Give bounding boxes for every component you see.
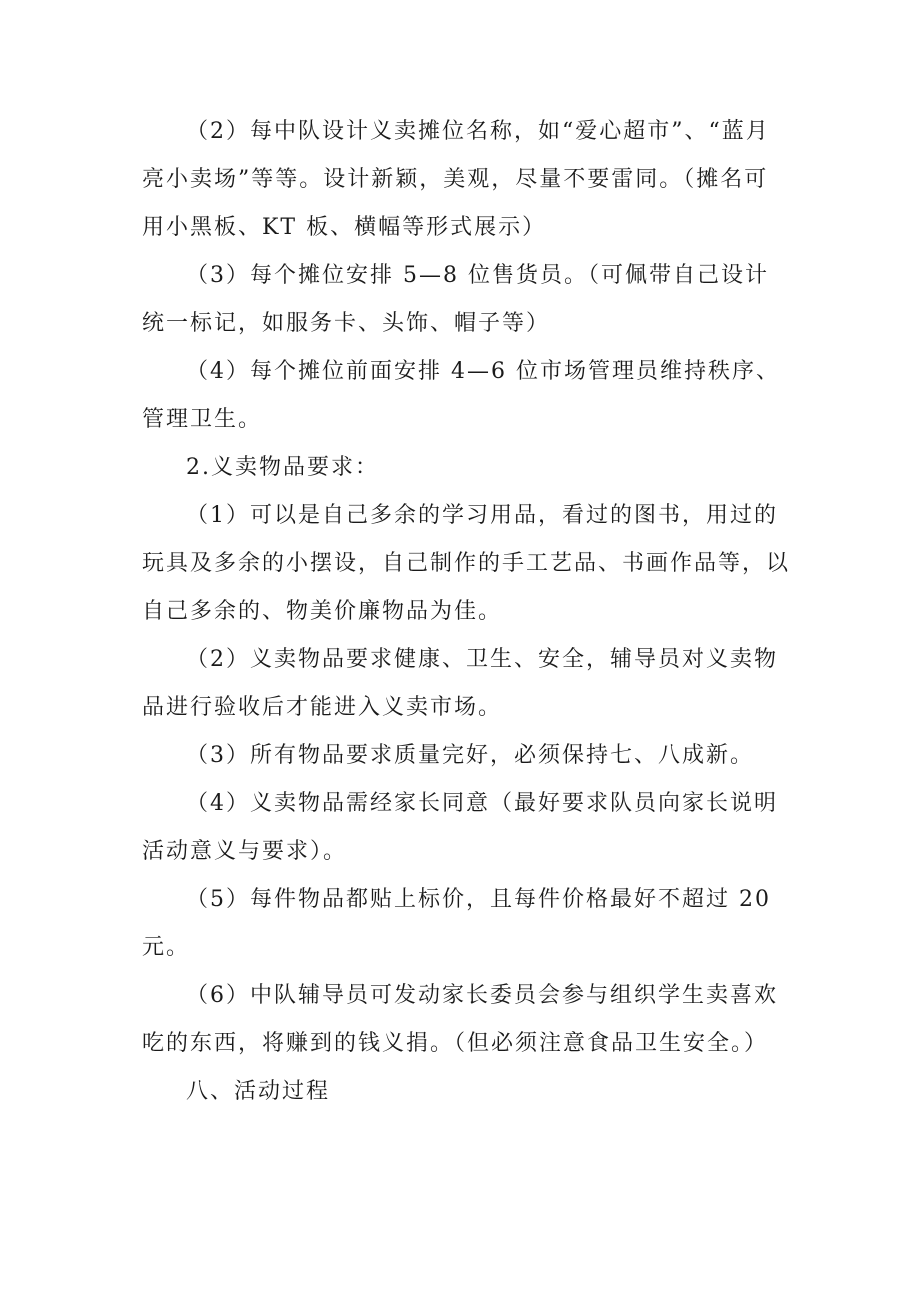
subheading-item-requirements: 2.义卖物品要求： [186,455,379,480]
paragraph-item-quality: （3）所有物品要求质量完好，必须保持七、八成新。 [186,743,754,768]
paragraph-item-types: （1）可以是自己多余的学习用品，看过的图书，用过的玩具及多余的小摆设，自己制作的手工艺品、书画作品等，以自己多余的、物美价廉物品为佳。 [142,503,791,624]
paragraph-parent-committee: （6）中队辅导员可发动家长委员会参与组织学生卖喜欢吃的东西，将赚到的钱义捐。（但必须注意食品卫生安全。） [142,983,778,1056]
paragraph-parent-consent: （4）义卖物品需经家长同意（最好要求队员向家长说明活动意义与要求）。 [142,791,778,864]
paragraph-price-tags: （5）每件物品都贴上标价，且每件价格最好不超过 20 元。 [142,887,771,960]
paragraph-stall-naming: （2）每中队设计义卖摊位名称，如“爱心超市”、“蓝月亮小卖场”等等。设计新颖，美观，尽量不要雷同。（摊名可用小黑板、KT 板、横幅等形式展示） [142,119,770,240]
document-body [142,108,792,1116]
paragraph-market-managers: （4）每个摊位前面安排 4—6 位市场管理员维持秩序、管理卫生。 [142,359,780,432]
paragraph-salespersons: （3）每个摊位安排 5—8 位售货员。（可佩带自己设计统一标记，如服务卡、头饰、帽子等） [142,263,769,336]
section-heading-activity-process: 八、活动过程 [186,1079,331,1104]
paragraph-item-safety: （2）义卖物品要求健康、卫生、安全，辅导员对义卖物品进行验收后才能进入义卖市场。 [142,647,778,720]
